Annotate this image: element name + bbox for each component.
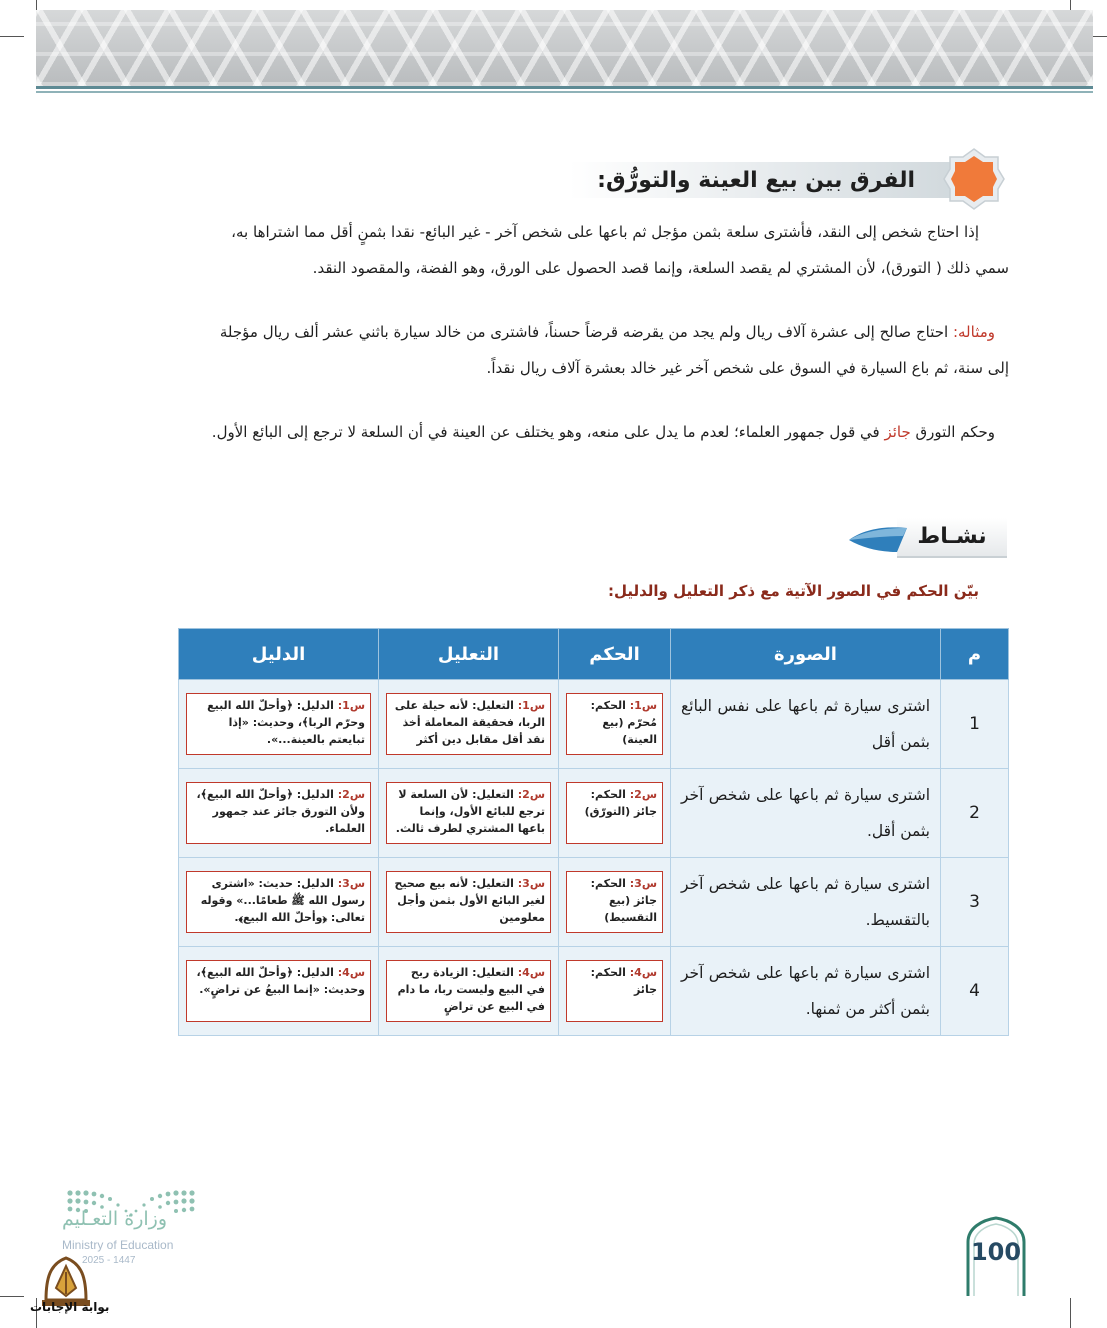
crop-mark bbox=[0, 36, 24, 37]
question-number: س1: bbox=[337, 699, 365, 712]
crop-mark bbox=[1070, 1298, 1071, 1328]
evidence-cell bbox=[179, 680, 379, 769]
ruling-paragraph bbox=[115, 414, 995, 450]
reason-answer: التعليل: الزيادة ربح في البيع وليست ربا، ما دام في البيع عن تراضٍ bbox=[397, 966, 545, 1013]
evidence-answer: الدليل: ﴿وأحلّ الله البيع وحرّم الربا﴾، وحديث: «إذا تبايعتم بالعينة...». bbox=[207, 699, 365, 746]
evidence-cell bbox=[179, 858, 379, 947]
evidence-cell bbox=[179, 947, 379, 1036]
reason-answer: التعليل: لأنه بيع صحيح لغير البائع الأول بثمن وأجل معلومين bbox=[394, 877, 545, 924]
header-ruling: الحكم bbox=[559, 629, 671, 680]
header-reason: التعليل bbox=[379, 629, 559, 680]
ruling-suffix: في قول جمهور العلماء؛ لعدم ما يدل على منعه، وهو يختلف عن العينة في أن السلعة لا ترجع إلى البائع الأول. bbox=[211, 423, 880, 441]
table-row bbox=[179, 680, 1009, 769]
ministry-name-arabic: وزارة التعـليم bbox=[62, 1208, 168, 1230]
section-title: الفرق بين بيع العينة والتورُّق: bbox=[569, 162, 975, 198]
row-number: 4 bbox=[941, 947, 1009, 1036]
row-number: 1 bbox=[941, 680, 1009, 769]
question-number: س2: bbox=[629, 788, 657, 801]
ruling-answer-box bbox=[566, 782, 663, 844]
header-image: الصورة bbox=[671, 629, 941, 680]
paragraph-definition-line1: إذا احتاج شخص إلى النقد، فأشترى سلعة بثمن مؤجل ثم باعها على شخص آخر - غير البائع- نقدا بثمنٍ أقل مما اشتراها به، bbox=[231, 223, 979, 241]
row-image-description: اشترى سيارة ثم باعها على نفس البائع بثمن أقل bbox=[671, 680, 941, 769]
evidence-answer-box bbox=[186, 693, 371, 755]
evidence-answer-box bbox=[186, 960, 371, 1022]
ruling-word: جائز bbox=[884, 423, 911, 441]
ruling-answer: الحكم: مُحرّم (بيع العينة) bbox=[590, 699, 657, 746]
table-header-row bbox=[179, 629, 1009, 680]
ministry-year: 2025 - 1447 bbox=[82, 1255, 136, 1266]
header-evidence: الدليل bbox=[179, 629, 379, 680]
question-number: س3: bbox=[337, 877, 365, 890]
question-number: س4: bbox=[517, 966, 545, 979]
ruling-cell bbox=[559, 769, 671, 858]
question-number: س4: bbox=[337, 966, 365, 979]
table-row bbox=[179, 947, 1009, 1036]
ruling-cell bbox=[559, 680, 671, 769]
example-text-line1: احتاج صالح إلى عشرة آلاف ريال ولم يجد من يقرضه قرضاً حسناً، فاشترى من خالد سيارة باثني عشر ألف ريال مؤجلة bbox=[219, 323, 949, 341]
section-heading bbox=[597, 148, 1005, 210]
ruling-cell bbox=[559, 858, 671, 947]
ruling-answer: الحكم: جائز (بيع التقسيط) bbox=[590, 877, 657, 924]
reason-cell bbox=[379, 769, 559, 858]
row-image-description: اشترى سيارة ثم باعها على شخص آخر بثمن أقل. bbox=[671, 769, 941, 858]
activity-label: نشـاط bbox=[897, 518, 1007, 558]
octagon-medallion-icon bbox=[943, 148, 1005, 210]
reason-answer-box bbox=[386, 960, 551, 1022]
table-row bbox=[179, 769, 1009, 858]
ruling-answer-box bbox=[566, 693, 663, 755]
header-pattern-band bbox=[36, 10, 1093, 89]
row-image-description: اشترى سيارة ثم باعها على شخص آخر بثمن أكثر من ثمنها. bbox=[671, 947, 941, 1036]
header-num: م bbox=[941, 629, 1009, 680]
example-label: ومثاله: bbox=[952, 323, 995, 341]
question-number: س2: bbox=[337, 788, 365, 801]
question-number: س1: bbox=[629, 699, 657, 712]
reason-answer-box bbox=[386, 871, 551, 933]
reason-cell bbox=[379, 947, 559, 1036]
crop-mark bbox=[0, 1296, 24, 1297]
row-number: 2 bbox=[941, 769, 1009, 858]
example-paragraph-line2: إلى سنة، ثم باع السيارة في السوق على شخص آخر غير خالد بعشرة آلاف ريال نقداً. bbox=[486, 359, 1009, 377]
evidence-answer-box bbox=[186, 782, 371, 844]
reason-answer: التعليل: لأنه حيلة على الربا، فحقيقة المعاملة أخذ نقد أقل مقابل دين أكثر bbox=[394, 699, 545, 746]
swoosh-icon bbox=[845, 524, 909, 554]
ruling-answer: الحكم: جائز bbox=[590, 966, 657, 996]
table-row bbox=[179, 858, 1009, 947]
activity-instruction: بيّن الحكم في الصور الآتية مع ذكر التعليل والدليل: bbox=[607, 582, 979, 600]
question-number: س3: bbox=[517, 877, 545, 890]
ministry-name-english: Ministry of Education bbox=[62, 1238, 174, 1252]
ruling-answer: الحكم: جائز (التورّق) bbox=[584, 788, 657, 818]
ruling-answer-box bbox=[566, 871, 663, 933]
activity-table bbox=[178, 628, 1009, 1036]
activity-tab bbox=[845, 518, 1007, 558]
reason-answer-box bbox=[386, 693, 551, 755]
evidence-cell bbox=[179, 769, 379, 858]
example-paragraph-line1 bbox=[125, 314, 995, 350]
paragraph-definition-line2: سمي ذلك ( التورق)، لأن المشتري لم يقصد السلعة، وإنما قصد الحصول على الورق، وهو الفضة، والمقصود النقد. bbox=[312, 259, 1009, 277]
ruling-prefix: وحكم التورق bbox=[915, 423, 995, 441]
evidence-answer: الدليل: حديث: «اشترى رسول الله ﷺ طعامًا...» وقوله تعالى: ﴿وأحلّ الله البيع﴾. bbox=[200, 877, 365, 924]
question-number: س1: bbox=[517, 699, 545, 712]
ruling-answer-box bbox=[566, 960, 663, 1022]
evidence-answer: الدليل: ﴿وأحلّ الله البيع﴾، وحديث: «إنما البيعُ عن تراضٍ». bbox=[196, 966, 365, 996]
question-number: س2: bbox=[517, 788, 545, 801]
reason-cell bbox=[379, 680, 559, 769]
reason-answer: التعليل: لأن السلعة لا ترجع للبائع الأول، وإنما باعها المشتري لطرف ثالث. bbox=[395, 788, 545, 835]
question-number: س4: bbox=[629, 966, 657, 979]
evidence-answer-box bbox=[186, 871, 371, 933]
evidence-answer: الدليل: ﴿وأحلّ الله البيع﴾، ولأن التورق جائز عند جمهور العلماء. bbox=[196, 788, 365, 835]
row-image-description: اشترى سيارة ثم باعها على شخص آخر بالتقسيط. bbox=[671, 858, 941, 947]
watermark-text: بوابة الإجابات bbox=[30, 1300, 110, 1314]
reason-cell bbox=[379, 858, 559, 947]
ruling-cell bbox=[559, 947, 671, 1036]
row-number: 3 bbox=[941, 858, 1009, 947]
page-number: 100 bbox=[970, 1238, 1022, 1266]
reason-answer-box bbox=[386, 782, 551, 844]
question-number: س3: bbox=[629, 877, 657, 890]
